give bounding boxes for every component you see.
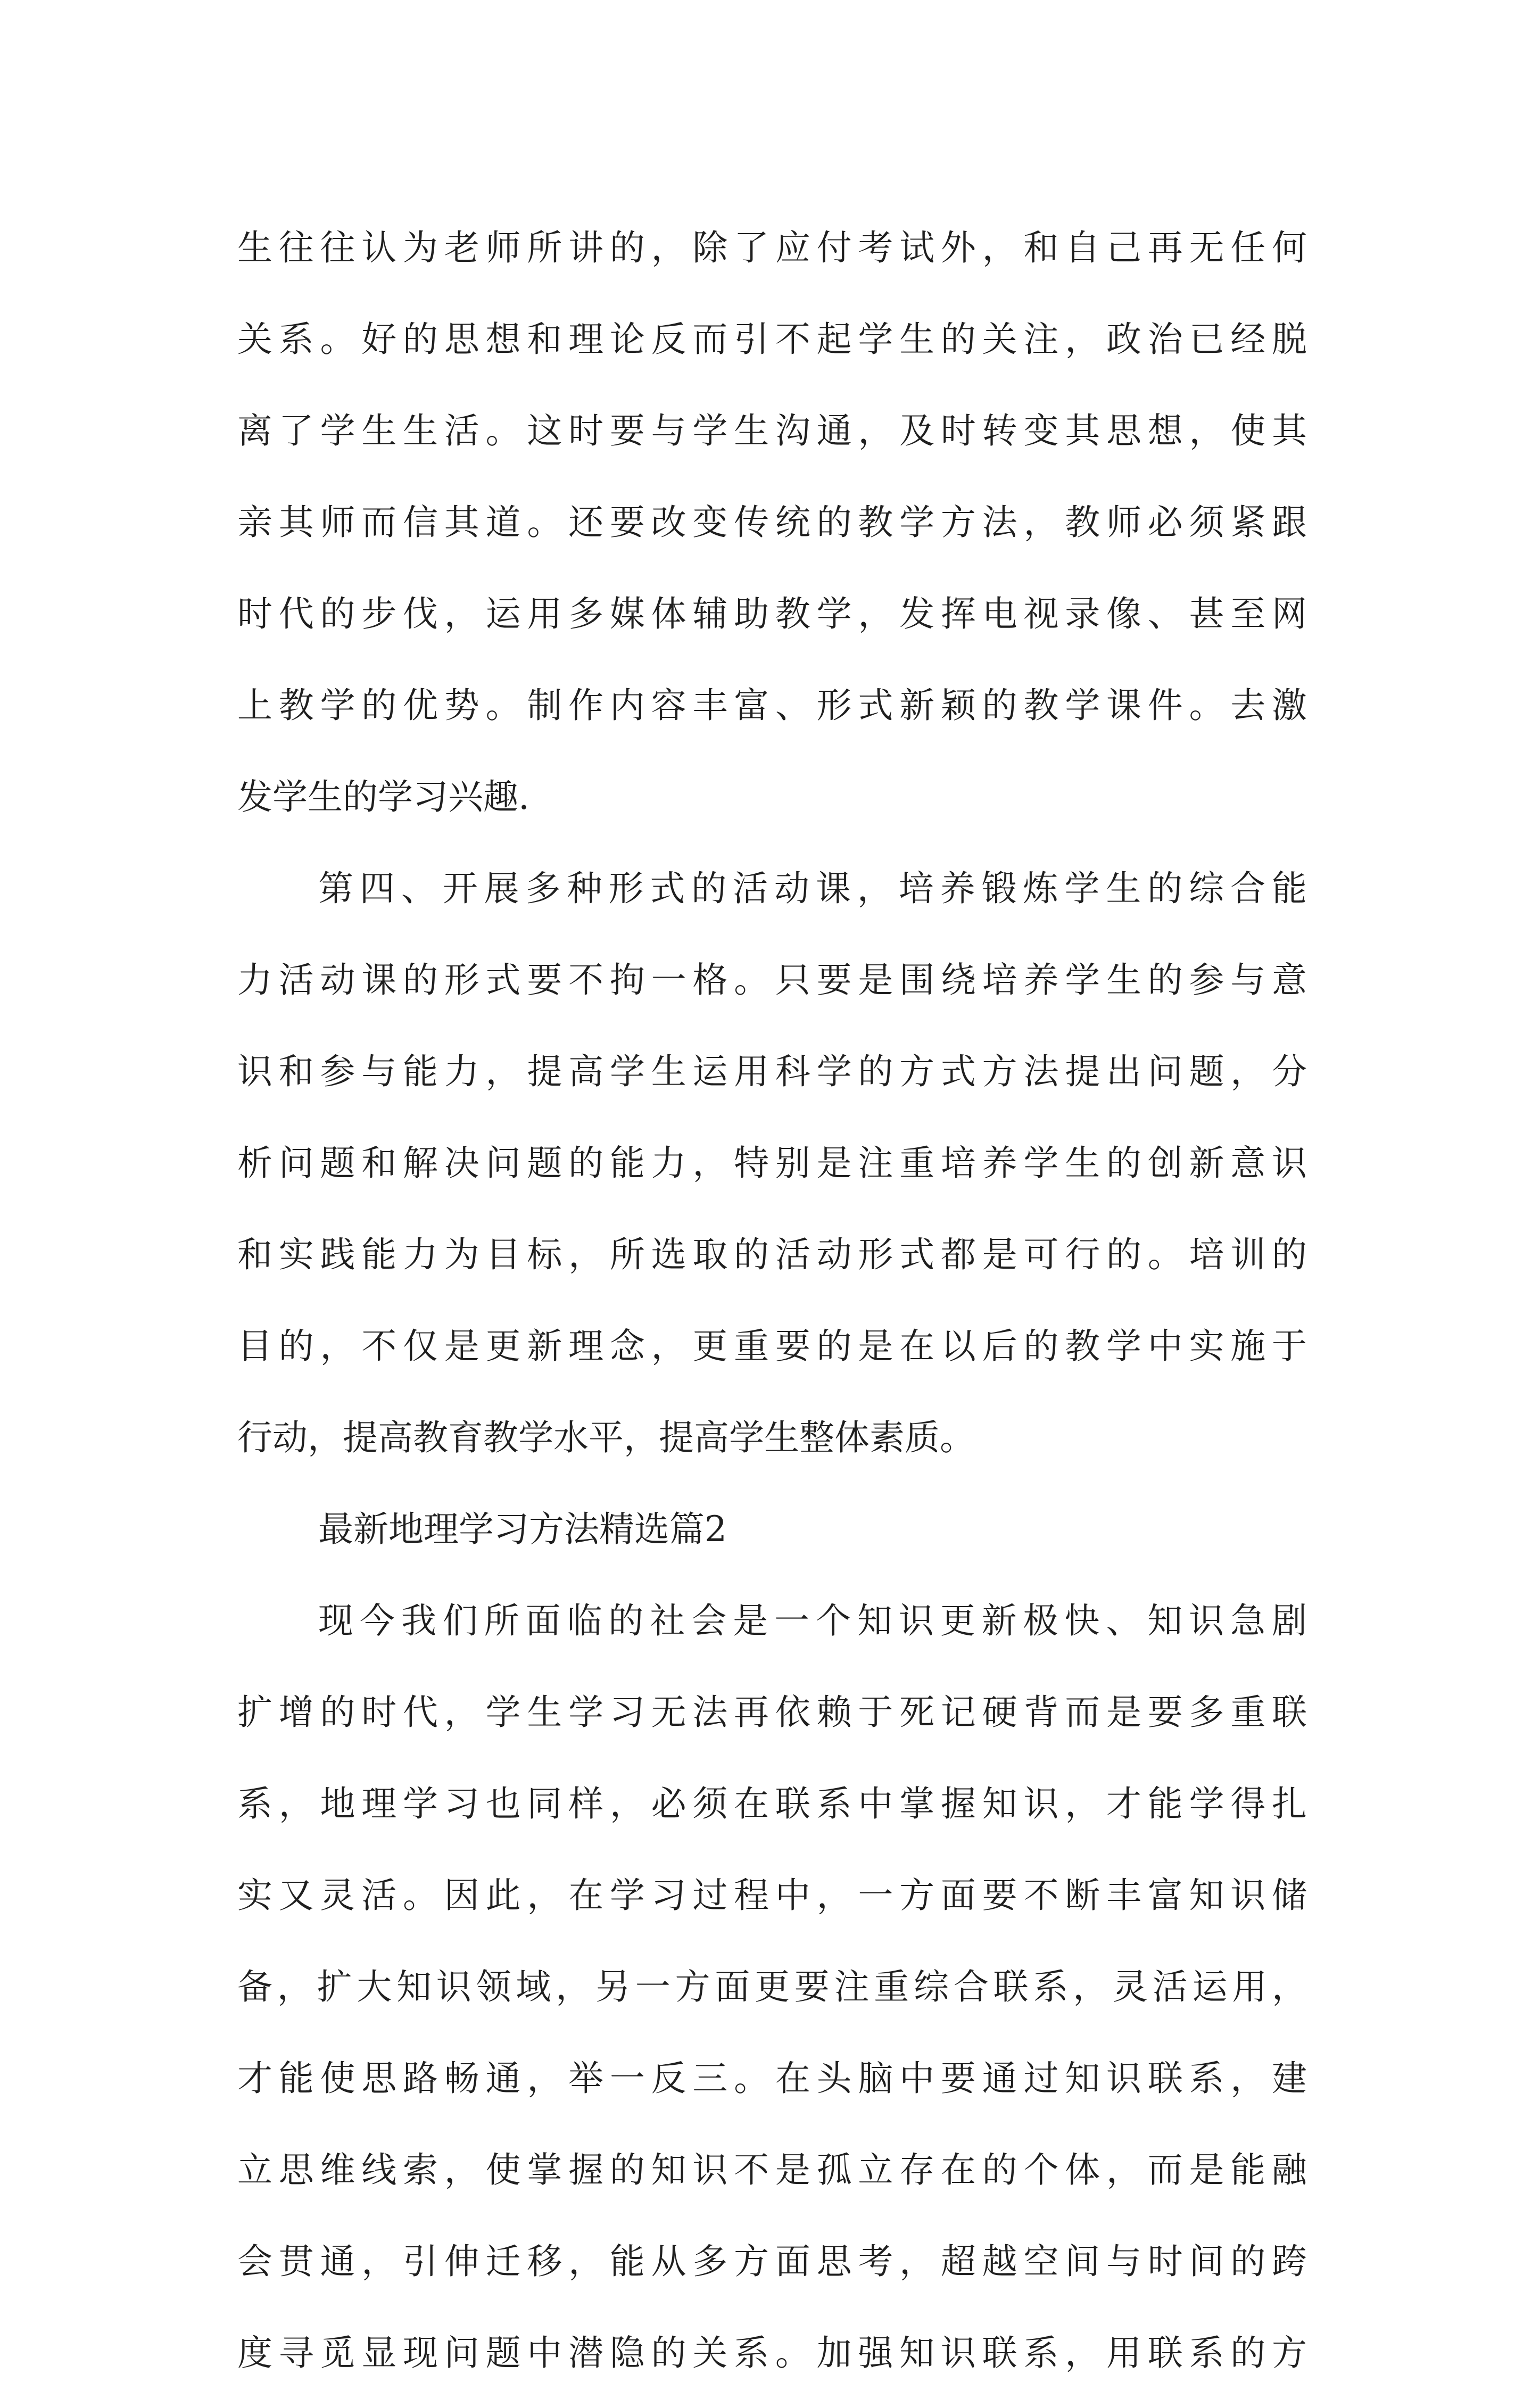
section-heading — [237, 1484, 1307, 1575]
text-line: 第四、开展多种形式的活动课，培养锻炼学生的综合能 — [318, 868, 1307, 909]
text-line: 上教学的优势。制作内容丰富、形式新颖的教学课件。去激 — [237, 685, 1307, 726]
text-line: 离了学生生活。这时要与学生沟通，及时转变其思想，使其 — [237, 410, 1307, 451]
text-line: 才能使思路畅通，举一反三。在头脑中要通过知识联系，建 — [237, 2058, 1307, 2099]
text-line: 时代的步伐，运用多媒体辅助教学，发挥电视录像、甚至网 — [237, 593, 1307, 634]
text-line: 力活动课的形式要不拘一格。只要是围绕培养学生的参与意 — [237, 959, 1307, 1000]
document-body — [237, 202, 1307, 2399]
paragraph-fourth-point — [237, 843, 1307, 1484]
text-line: 行动，提高教育教学水平，提高学生整体素质。 — [237, 1417, 975, 1458]
text-line: 系，地理学习也同样，必须在联系中掌握知识，才能学得扎 — [237, 1783, 1307, 1824]
text-line: 会贯通，引伸迁移，能从多方面思考，超越空间与时间的跨 — [237, 2241, 1307, 2282]
text-line: 关系。好的思想和理论反而引不起学生的关注，政治已经脱 — [237, 319, 1307, 360]
text-line: 和实践能力为目标，所选取的活动形式都是可行的。培训的 — [237, 1234, 1307, 1275]
text-line: 现今我们所面临的社会是一个知识更新极快、知识急剧 — [318, 1600, 1307, 1641]
text-line: 度寻觅显现问题中潜隐的关系。加强知识联系，用联系的方 — [237, 2332, 1307, 2373]
text-line: 识和参与能力，提高学生运用科学的方式方法提出问题，分 — [237, 1051, 1307, 1092]
text-line: 亲其师而信其道。还要改变传统的教学方法，教师必须紧跟 — [237, 502, 1307, 543]
text-line: 备，扩大知识领域，另一方面更要注重综合联系，灵活运用， — [237, 1966, 1307, 2007]
paragraph-geography-study — [237, 1575, 1307, 2399]
section-title: 最新地理学习方法精选篇2 — [318, 1509, 727, 1550]
text-line: 生往往认为老师所讲的，除了应付考试外，和自己再无任何 — [237, 227, 1307, 268]
text-line: 扩增的时代，学生学习无法再依赖于死记硬背而是要多重联 — [237, 1692, 1307, 1733]
text-line: 立思维线索，使掌握的知识不是孤立存在的个体，而是能融 — [237, 2149, 1307, 2190]
text-line: 实又灵活。因此，在学习过程中，一方面要不断丰富知识储 — [237, 1875, 1307, 1916]
paragraph-continuation — [237, 202, 1307, 843]
text-line: 析问题和解决问题的能力，特别是注重培养学生的创新意识 — [237, 1143, 1307, 1184]
text-line: 目的，不仅是更新理念，更重要的是在以后的教学中实施于 — [237, 1326, 1307, 1367]
text-line: 发学生的学习兴趣. — [237, 776, 529, 817]
